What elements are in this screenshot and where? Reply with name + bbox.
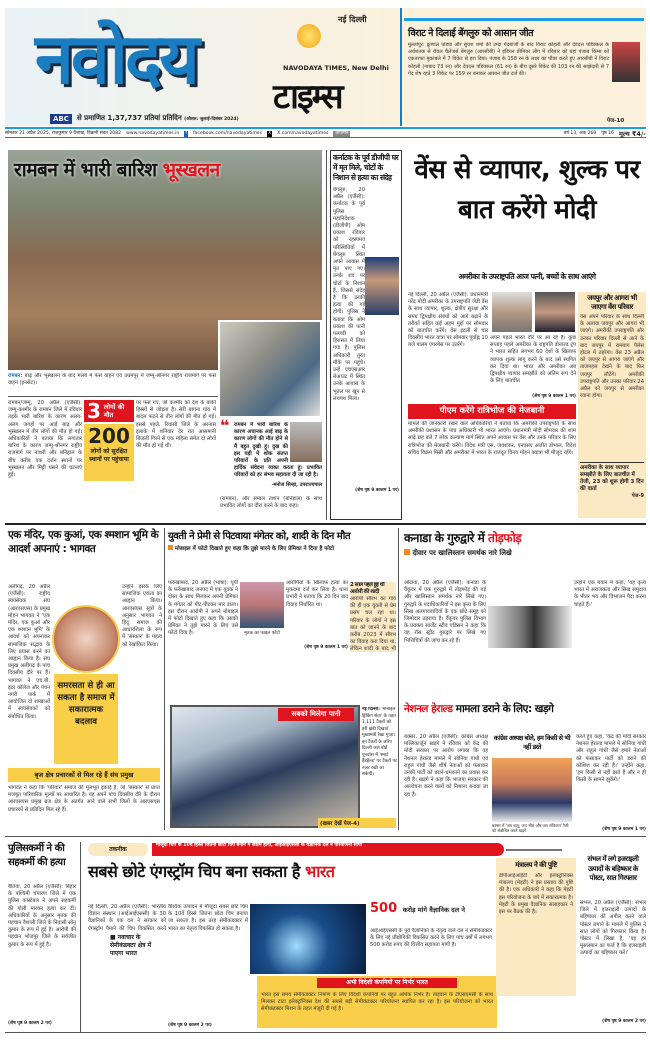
yuvati-heading-block <box>168 530 396 553</box>
ramban-col3: (रामबन), और सम्बल ताशेन (बनिहाल) के साथ प्रभावित लोगों का दौरा करने के बाद कहा। <box>220 496 322 510</box>
divider <box>5 127 646 129</box>
bhagwat-subhead: बृज क्षेत्र प्रचारकों से मिल रहे हैं संघ प्रमुख <box>8 768 160 782</box>
circulation-period: (औसत: जुलाई-दिसंबर 2024) <box>184 117 239 122</box>
accused-body: आरोपी सौरभ का गांव की ही एक युवती से प्रेम प्रसंग चल रहा था। परिवार के लोगों ने इस बात को जानने के बाद करीब 2023 में सौरभ का विवाह करा दिया था, लेकिन शादी के बाद भी <box>350 596 396 652</box>
bullet-icon <box>404 549 410 555</box>
facebook-link[interactable]: facebook.com/navodayatimes <box>192 131 263 136</box>
sambhal-headline: संभल में लगे इजराइली उत्पादों के बहिष्कार के पोस्टर, सात गिरफ्तार <box>587 855 639 882</box>
quote-text-wrap <box>234 422 322 480</box>
herald-headline-1: नेशनल हेराल्ड <box>404 703 453 715</box>
canada-body: ओटावा, 20 अप्रैल (एजैंसी): कनाडा के वैंकूवर में एक गुरुद्वारे में तोड़फोड़ की गई और खालिस्तान समर्थक नारे लिखे गए। गुरुद्वारे के पदाधिकारियों ने इस कृत्य के लिए सिख अलगाववादियों के एक छोटे समूह को जिम्मेदार ठहराया है। वैंकूवर पुलिस विभाग के प्रवक्ता सार्जेंट स्टीव एडिसन ने कहा कि वह रॉस स्ट्रीट गुरुद्वारे पर लिखे गए भित्तिचित्रों की जांच कर रहे हैं। <box>404 580 486 644</box>
foreign-label: अभी विदेशी कंपनियों पर निर्भर भारत <box>317 978 457 988</box>
canada-heading-block <box>404 530 646 558</box>
divider <box>404 18 644 21</box>
city-label: नई दिल्ली <box>338 15 367 24</box>
accused-box <box>350 582 396 652</box>
canada-headline-2: तोड़फोड़ <box>487 531 522 545</box>
price: मूल्य ₹4/- <box>618 130 646 138</box>
divider <box>5 836 646 837</box>
water-caption: 'मोबाइल ड्रिंकिंग सेवा' के तहत 1,111 टैंकरों को हरी झंडी दिखाते मुख्यमंत्री रेखा गुप्ता। इन टैंकरों के जरिए दिल्ली जल बोर्ड पुनर्वास में 'स्मार्ट हैंडहेल्ड' पर टैंकरों पर नजर रखी जा सकेगी। <box>362 707 397 777</box>
sun-icon <box>297 24 321 48</box>
om-prakash-photo <box>365 257 399 315</box>
sambhal-body: संभल, 20 अप्रैल (एजैंसी): संभल जिले में इजराइली उत्पादों के बहिष्कार की अपील करने वाले पोस्टर लगाने के मामले में पुलिस ने सात लोगों को गिरफ्तार किया है। पोस्टर में लिखा है, 'यह हर मुसलमान का फर्ज है कि इजराइली उत्पादों का बहिष्कार करें।' <box>580 900 646 957</box>
vance-col2: अपने पहले भारत दौरे पर आ रहे हैं। कुछ सप्ताह पहले अमरीका के राष्ट्रपति डोनाल्ड ट्रंप ने भारत सहित लगभग 60 देशों के खिलाफ व्यापक शुल्क लागू करने के बाद उसे स्थगित कर दिया था। भारत और अमरीका अब द्विपक्षीय व्यापार समझौते को अंतिम रूप देने के लिए बातचीत <box>490 335 576 385</box>
chip-continued: (शेष पृष्ठ 9 कालम 2 पर) <box>168 1023 212 1028</box>
top-story-headline: विराट ने दिलाई बेंगलुरु को आसान जीत <box>408 28 534 39</box>
yuvati-subhead <box>168 545 396 553</box>
page-ref: पेज-10 <box>607 118 625 124</box>
deaths-box <box>84 400 134 422</box>
ramban-col2: पर फंस गए, जो कश्मीर को देश के बाकी हिस्सों से जोड़ता है। सेरी बागना गांव में बादल फटने से तीन लोगों की मौत हो गई। इससे पहले, रियासी जिले के अरनास इलाके में शनिवार देर रात आसमानी बिजली गिरने से एक महिला समेत दो लोगों की मौत हो गई थी। <box>136 400 216 450</box>
masthead <box>5 8 400 126</box>
weather-label: तापमान <box>335 131 349 136</box>
canada-headline-1: कनाडा के गुरुद्वारे में <box>404 531 485 545</box>
divider <box>398 528 399 830</box>
deaths-label: लोगों की मौत <box>103 403 125 419</box>
vance-headline: वेंस से व्यापार, शुल्क पर बात करेंगे मोदी <box>414 155 640 225</box>
rescued-label: लोगों को सुरक्षित स्थानों पर पहुंचाया <box>89 448 129 463</box>
volume: वर्ष 13, अंक 269 <box>563 131 597 136</box>
circulation-text: से प्रमाणित 1,37,737 प्रतियां प्रतिदिन <box>77 114 182 122</box>
fund-heading <box>370 900 494 917</box>
fund-label: करोड़ मांगे वैज्ञानिक दल ने <box>402 906 466 914</box>
ramban-headline-1: रामबन में भारी बारिश <box>14 159 157 181</box>
caption-text: बाढ़ और भूस्खलन के बाद मलबे में फंसे वाहन एवं उधमपुर में जम्मू-श्रीनगर राष्ट्रीय राजमार्ग पर फंसे वाहन (इनसेट)। <box>8 373 216 387</box>
highway-inset-photo <box>218 320 322 418</box>
karnataka-headline: कर्नाटक के पूर्व डीजीपी घर में मृत मिले, चोटों के निशान से हत्या का संदेह <box>333 153 399 182</box>
dinner-banner: पीएम करेंगे रात्रिभोज की मेजबानी <box>408 404 576 419</box>
website-link[interactable]: www.navodayatimes.in <box>126 131 180 136</box>
x-link[interactable]: X.com/navodayatimes <box>277 131 329 136</box>
yuvati-subhead-text: मोबाइल में फोटो दिखाते हुए कहा कि तुझे मारने के लिए प्रेमिका ने दिया है फोटो <box>174 546 335 552</box>
circuit-board-photo <box>250 904 366 974</box>
chip-headline-2: भारत <box>304 862 335 881</box>
accused-headline: 2 साल पहले हुई थी आरोपी की शादी <box>350 582 385 595</box>
gurudwara-photo <box>488 606 572 648</box>
logo-times: टाइम्स <box>273 77 342 117</box>
chip-body: नई दिल्ली, 20 अप्रैल (एजैंसी): भारतीय विज्ञान संस्थान (आईआईएससी) के 30 वैज्ञानिकों के एक दल ने सरकार को एंगस्ट्रॉम पैमाने की चिप विकसित करने <box>88 904 166 932</box>
bullet-icon <box>168 545 173 550</box>
top-story-box <box>400 8 646 126</box>
manoj-sinha-photo <box>290 422 322 462</box>
divider <box>5 523 646 525</box>
quote-author: -मनोज सिन्हा, उपराज्यपाल <box>271 482 322 488</box>
divider <box>80 842 81 1032</box>
yuvati-body-2: आरोपियों के खिलाफ हत्या का मुकदमा दर्ज कर लिया है। थाना प्रभारी ने बताया कि 20 दिन बाद विवाह निर्धारित था। <box>286 580 348 608</box>
fund-body: आईआईएससी के पूर्व वैज्ञानिकों के नेतृत्व वाले दल ने सेमीकंडक्टर के लिए नई प्रौद्योगिकी विकसित करने के लिए पांच वर्षों में लगभग 500 करोड़ रुपए की वित्तीय सहायता मांगी है। <box>370 928 492 949</box>
pages: पृष्ठ 16 <box>601 131 614 136</box>
divider <box>164 528 165 830</box>
quote-text: रामबन में भारी बारिश के कारण अचानक आई बाढ़ के कारण लोगों की मौत होने से मैं बहुत दुखी हूं। दुख की इस घड़ी में शोक संतप्त परिवारों के प्रति अपनी हार्दिक संवेदना व्यक्त करता हूं। प्रभावित परिवारों को हर संभव सहायता दी जा रही है। <box>234 422 322 479</box>
chip-ribbon: मौजूदा चिप के 10वें हिस्से जितनी छोटी चिप बनाने में सक्षम होगा, आईआईएससी के वैज्ञानिक दल ने परियोजना सौंपी <box>152 843 504 856</box>
water-tanker-photo <box>170 705 360 828</box>
herald-headline-2: मामला डराने के लिए: खड़गे <box>455 703 554 715</box>
rescued-number: 200 <box>88 424 130 448</box>
bhagwat-sub-body: भागवत ने कहा कि 'परिवार' समाज की मूलभूत इकाई है, जो 'संस्कार' से प्राप्त मजबूत पारिवारिक मूल्यों पर आधारित है। वह अपने पांच दिवसीय दौरे के दौरान आरएसएस प्रमुख ब्रज क्षेत्र के अंतर्गत आने वाले सभी जिलों के आरएसएस प्रचारकों से प्रतिदिन मिल रहे हैं। <box>8 785 160 813</box>
vance-subhead: अमरीका के उपराष्ट्रपति आज पत्नी, बच्चों के साथ आएंगे <box>458 272 596 281</box>
chip-headline-1: सबसे छोटे एंगस्ट्रॉम चिप बना सकता है <box>88 862 300 881</box>
circulation <box>77 114 277 124</box>
rescued-box <box>84 424 134 481</box>
divider <box>5 1032 646 1033</box>
ramban-col1: रामबन/जम्मू, 20 अप्रैल (एजैंसी): जम्मू-कश्मीर के रामबन जिले में रविवार तड़के भारी बारिश के कारण अलग-अलग जगहों पर आई बाढ़ और भूस्खलन में तीन लोगों की मौत हो गई। अधिकारियों ने बताया कि लगातार बारिश के कारण जम्मू-श्रीनगर राष्ट्रीय राजमार्ग पर नाशरी और बनिहाल के बीच करीब एक दर्जन स्थानों पर भूस्खलन और मिट्टी धंसने की घटनाएं हुईं। <box>8 400 82 479</box>
herald-body: बक्सर, 20 अप्रैल (एजैंसी): कांग्रेस अध्यक्ष मल्लिकार्जुन खड़गे ने रविवार को केंद्र की मोदी सरकार पर आरोप लगाया कि वह नेशनल हेराल्ड मामले में सोनिया गांधी एवं राहुल गांधी जैसे शीर्ष नेताओं को फंसाकर उनकी पार्टी को डराने-धमकाने का प्रयास कर रही है। खड़गे ने कहा कि भाजपा सरकार की आलोचना करने वालों को निशाना बनाया जा रहा है। <box>404 734 488 798</box>
kharge-caption: बक्सर में 'जय बापू, जय भीम और जय संविधान' रैली को संबोधित करते खड़गे <box>492 823 569 833</box>
english-name: NAVODAYA TIMES, New Delhi <box>283 64 389 72</box>
deaths-number: 3 <box>87 399 101 423</box>
logo-navodaya: नवोदय <box>35 18 197 100</box>
kharge-photo <box>492 758 572 822</box>
karnataka-body: बेंगलूरु, 20 अप्रैल (एजैंसी): कर्नाटक के पूर्व पुलिस महानिदेशक (डीजीपी) ओम प्रकाश रविवार को रहस्यमय परिस्थितियों में बेंगलूरु स्थित अपने आवास में मृत पाए गए। उनके शव पर चोटों के निशान हैं, जिससे संदेह है कि उनकी हत्या की गई होगी। पुलिस ने बताया कि ओम प्रकाश की पत्नी पल्लवी को हिरासत में लिया गया है। पुलिस अधिकारी तुरंत मौके पर पहुंचे। उन्हें एचएसआर लेआउट में स्थित उनके आवास के भूतल पर खून से लथपथ मिला। <box>333 187 365 402</box>
top-story-body-wrap <box>408 42 640 116</box>
jaipur-box <box>578 292 646 518</box>
trade-page-ref: पेज-9 <box>631 493 644 499</box>
water-side-text <box>362 707 397 815</box>
vance-photo <box>535 292 575 332</box>
herald-body-2: करते हुए कहा, 'केंद्र की मोदी सरकार नेशनल हेराल्ड मामले में सोनिया गांधी और राहुल गांधी जैसे हमारे नेताओं को फंसाकर पार्टी को डराने की कोशिश कर रही है।' उन्होंने कहा, 'हम किसी से नहीं डरते हैं और न ही किसी के सामने झुकेंगे।' <box>576 734 646 784</box>
bhagwat-body: अलीगढ़, 20 अप्रैल (एजैंसी): राष्ट्रीय स्वयंसेवक संघ (आरएसएस) के प्रमुख मोहन भागवत ने 'एक मंदिर, एक कुआं और एक श्मशान भूमि' के आदर्श को अपनाकर सामाजिक सद्भाव के लिए प्रयास करने का आह्वान किया है। संघ प्रमुख अलीगढ़ के पांच दिवसीय दौरे पर हैं। भागवत ने एच.बी. इंटर कॉलेज और पंचन नगरी पार्क में आयोजित दो शाखाओं में स्वयंसेवकों को संबोधित किया। <box>8 584 50 720</box>
caption-place: रामबन: <box>8 373 23 379</box>
chip-body-2: वैश्विक उत्पादन में मौजूदा सबसे छोटे चिप के 10वें हिस्से जितना छोटा चिप बनाया जा सकता है। इस तरह सेमीकंडक्टर में भारत का नेतृत्व विकसित हो सकता है। <box>168 904 248 932</box>
tech-kicker: तकनीक <box>88 843 148 856</box>
vance-col1: नई दिल्ली, 20 अप्रैल (एजैंसी): प्रधानमंत्री नरेंद्र मोदी अमरीका के उपराष्ट्रपति जेडी वेंस के साथ व्यापार, शुल्क, क्षेत्रीय सुरक्षा और समग्र द्विपक्षीय संबंधों को आगे बढ़ाने के तरीकों सहित कई अहम मुद्दों पर सोमवार को बातचीत करेंगे। वेंस इटली से चार दिवसीय भारत यात्रा पर सोमवार पूर्वाह्न 10 बजे पालम एयरबेस पर उतरेंगे। <box>408 292 488 349</box>
canada-subhead-text: दीवार पर खालिस्तान समर्थक नारे लिखे <box>412 549 512 557</box>
chip-headline <box>88 862 493 882</box>
water-banner: सबको मिलेगा पानी <box>278 708 354 721</box>
chip-box-head: ■ नवाचार के सेमीकंडक्टर क्षेत्र में पाएगा भारत <box>110 934 152 957</box>
water-place: नई दिल्ली: <box>362 707 380 712</box>
canada-body-2: उन्होंने एक बयान में कहा, 'यह कृत्य भारत में अराजकता और सिख समुदाय के भीतर भय और विभाजन पैदा करना चाहते हैं।' <box>574 580 646 608</box>
canada-headline <box>404 530 646 546</box>
yuvati-body: फर्रुखाबाद, 20 अप्रैल (भाषा): यूपी के फर्रुखाबाद जनपद में एक युवक ने दोस्त के साथ मिलकर अपनी प्रेमिका के मंगेतर को पीट-पीटकर मार डाला। इस दौरान आरोपी ने अपने मोबाइल में फोटो दिखाते हुए कहा कि उसकी प्रेमिका ने तुझे मारने के लिए उसे फोटो दिया है। <box>168 580 238 637</box>
trade-talks-note: अमरीका के साथ व्यापार समझौते के लिए बातचीत में तेजी, 23 को शुरू होगी 3 दिन की वार्ता <box>580 462 644 493</box>
ministry-box <box>496 858 576 996</box>
bhagwat-photo <box>52 605 120 673</box>
karnataka-story <box>330 150 402 520</box>
police-continued: (शेष पृष्ठ 9 कालम 2 पर) <box>8 1021 52 1026</box>
bhagwat-headline: एक मंदिर, एक कुआं, एक श्मशान भूमि के आदर्श अपनाएं : भागवत <box>8 529 159 555</box>
foreign-dependence-box <box>257 976 497 1028</box>
yuvati-headline: युवती ने प्रेमी से पिटवाया मंगेतर को, शादी के दिन मौत <box>168 531 351 542</box>
ministry-body: डीपीआईआईटी और इलेक्ट्रॉनिक्स मंत्रालय (मेइटी) ने इस प्रस्ताव की पुष्टि की है। एक अधिकारी ने कहा कि मेइटी इस परियोजना के बारे में सकारात्मक है। मेइटी के प्रमुख वैज्ञानिक सलाहकार ने इस पर बैठक की है। <box>499 873 573 916</box>
police-headline: पुलिसकर्मी ने की सहकर्मी की हत्या <box>8 843 66 868</box>
abc-badge: ABC <box>50 114 72 124</box>
yuvati-continued: (शेष पृष्ठ 9 कालम 1 पर) <box>304 645 348 650</box>
dinner-body: मामले की जानकारी रखने वाले अधिकारियों ने बताया कि अमरीकी उपराष्ट्रपति के साथ अमरीकी प्रशासन के पांच अधिकारी भी भारत आएंगे। प्रधानमंत्री मोदी सोमवार की शाम साढ़े छह बजे 7 लोक कल्याण मार्ग स्थित अपने आवास पर वेंस और उनके परिवार के लिए रात्रिभोज की मेजबानी करेंगे। विदेश मंत्री एस. जयशंकर, एनएसए अजीत डोभाल, विदेश सचिव विक्रम मिस्री और अमरीका में भारत के राजदूत विनय मोहन क्वात्रा भी मौजूद रहेंगे। <box>408 421 576 456</box>
ramban-headline-2: भूस्खलन <box>162 159 220 181</box>
herald-subhead: कांग्रेस अध्यक्ष बोले, हम किसी से भी नहीं डरते <box>493 734 571 751</box>
vance-continued: (शेष पृष्ठ 9 कालम 1 पर) <box>532 394 576 399</box>
divider <box>8 396 218 397</box>
police-body: बैतिया, 20 अप्रैल (एजैंसी): बिहार के पश्चिमी चंपारण जिले में एक पुलिस कांस्टेबल ने अपने सहकर्मी की गोली मारकर हत्या कर दी। अधिकारियों के अनुसार मृतक की पहचान वैशाली जिले के निवासी सोनू कुमार के रूप में हुई है। आरोपी की पहचान भोजपुर जिले के सर्वजीत कुमार के रूप में हुई है। <box>8 884 76 948</box>
top-story-body: मुल्लांपुर: क्रुणाल पांड्या और सुयश शर्मा की उम्दा गेंदबाजी के बाद विराट कोहली और देवदत्त पडिक्कल के अर्धशतक से रॉयल चैलेंजर्स बेंगलुरु (आरसीबी) ने इंडियन प्रीमियर लीग में रविवार को यहां पंजाब किंग्स को एकतरफा मुकाबले में 7 विकेट से हरा दिया। पंजाब के 158 रन के लक्ष्य का पीछा करते हुए आरसीबी ने विराट कोहली (नाबाद 73 रन) और देवदत्त पडिक्कल (61 रन) के बीच दूसरे विकेट की 103 रन की साझेदारी से 7 गेंद शेष रहते 3 विकेट पर 159 रन बनाकर आसान जीत दर्ज की। <box>408 42 609 77</box>
x-icon: X <box>268 131 272 136</box>
modi-photo <box>492 292 532 332</box>
victim-photo-caption: मृतक का फाइल फोटो <box>244 631 280 636</box>
karnataka-continued: (शेष पृष्ठ 9 कालम 1 पर) <box>355 488 399 493</box>
ministry-headline: मंत्रालय ने की पुष्टि <box>515 861 557 869</box>
jaipur-headline: जयपुर और आगरा भी जाएगा वेंस परिवार <box>587 294 637 311</box>
bhagwat-body-2: उन्होंने इसके लिए सामाजिक एकता का आह्वान किया। आरएसएस सूत्रों के अनुसार भागवत ने हिंदू समाज की आधारशिला के रूप में 'संस्कार' के महत्व को रेखांकित किया। <box>122 584 162 648</box>
water-page-ref: (खबर देखें पेज-4) <box>318 818 396 828</box>
divider <box>506 849 562 851</box>
divider <box>326 150 327 520</box>
bhagwat-pullquote: समरसता से ही आ सकता है समाज में सकारात्मक बदलाव <box>54 674 118 764</box>
facebook-icon: f <box>185 131 187 136</box>
sambhal-continued: (शेष पृष्ठ 9 कालम 2 पर) <box>602 1019 646 1024</box>
ramban-caption <box>8 373 216 395</box>
foreign-body: भारत इस समय सेमीकंडक्टर निर्माण के लिए विदेशी कंपनियों पर बहुत अधिक निर्भर है। ताइवान के टीएसएमसी के साथ मिलकर टाटा इलेक्ट्रॉनिक्स देश की सबसे बड़ी सेमीकंडक्टर परियोजना स्थापित कर रहा है। इस परियोजना को भारत सेमीकंडक्टर मिशन के तहत मंजूरी दी गई है। <box>261 992 493 1013</box>
ramban-headline <box>14 158 318 182</box>
quote-box <box>220 416 322 492</box>
date: सोमवार 21 अप्रैल 2025, राजकुमार 9 वैशाख, विक्रमी संवत 2082 <box>5 131 122 136</box>
dateline <box>5 131 646 138</box>
quote-mark-icon: ❝ <box>220 416 230 435</box>
canada-subhead <box>404 549 646 558</box>
herald-headline <box>404 702 646 716</box>
kohli-photo <box>612 42 640 82</box>
jaipur-body: वेंस अपने परिवार के साथ दिल्ली के अलावा जयपुर और आगरा भी जाएंगे। अमरीकी उपराष्ट्रपति और उनका परिवार दिल्ली से आने के बाद जयपुर में रामबाग पैलेस होटल में ठहरेगा। वेंस 23 अप्रैल को जयपुर से आगरा जाएंगे और ताजमहल देखने के बाद फिर जयपुर लौटेंगे। अमरीकी उपराष्ट्रपति और उनका परिवार 24 अप्रैल को जयपुर से अमरीका रवाना होगा। <box>580 314 644 400</box>
herald-continued: (शेष पृष्ठ 9 कालम 1 पर) <box>602 827 646 832</box>
victim-photo <box>240 582 284 628</box>
fund-number: 500 <box>370 901 398 916</box>
